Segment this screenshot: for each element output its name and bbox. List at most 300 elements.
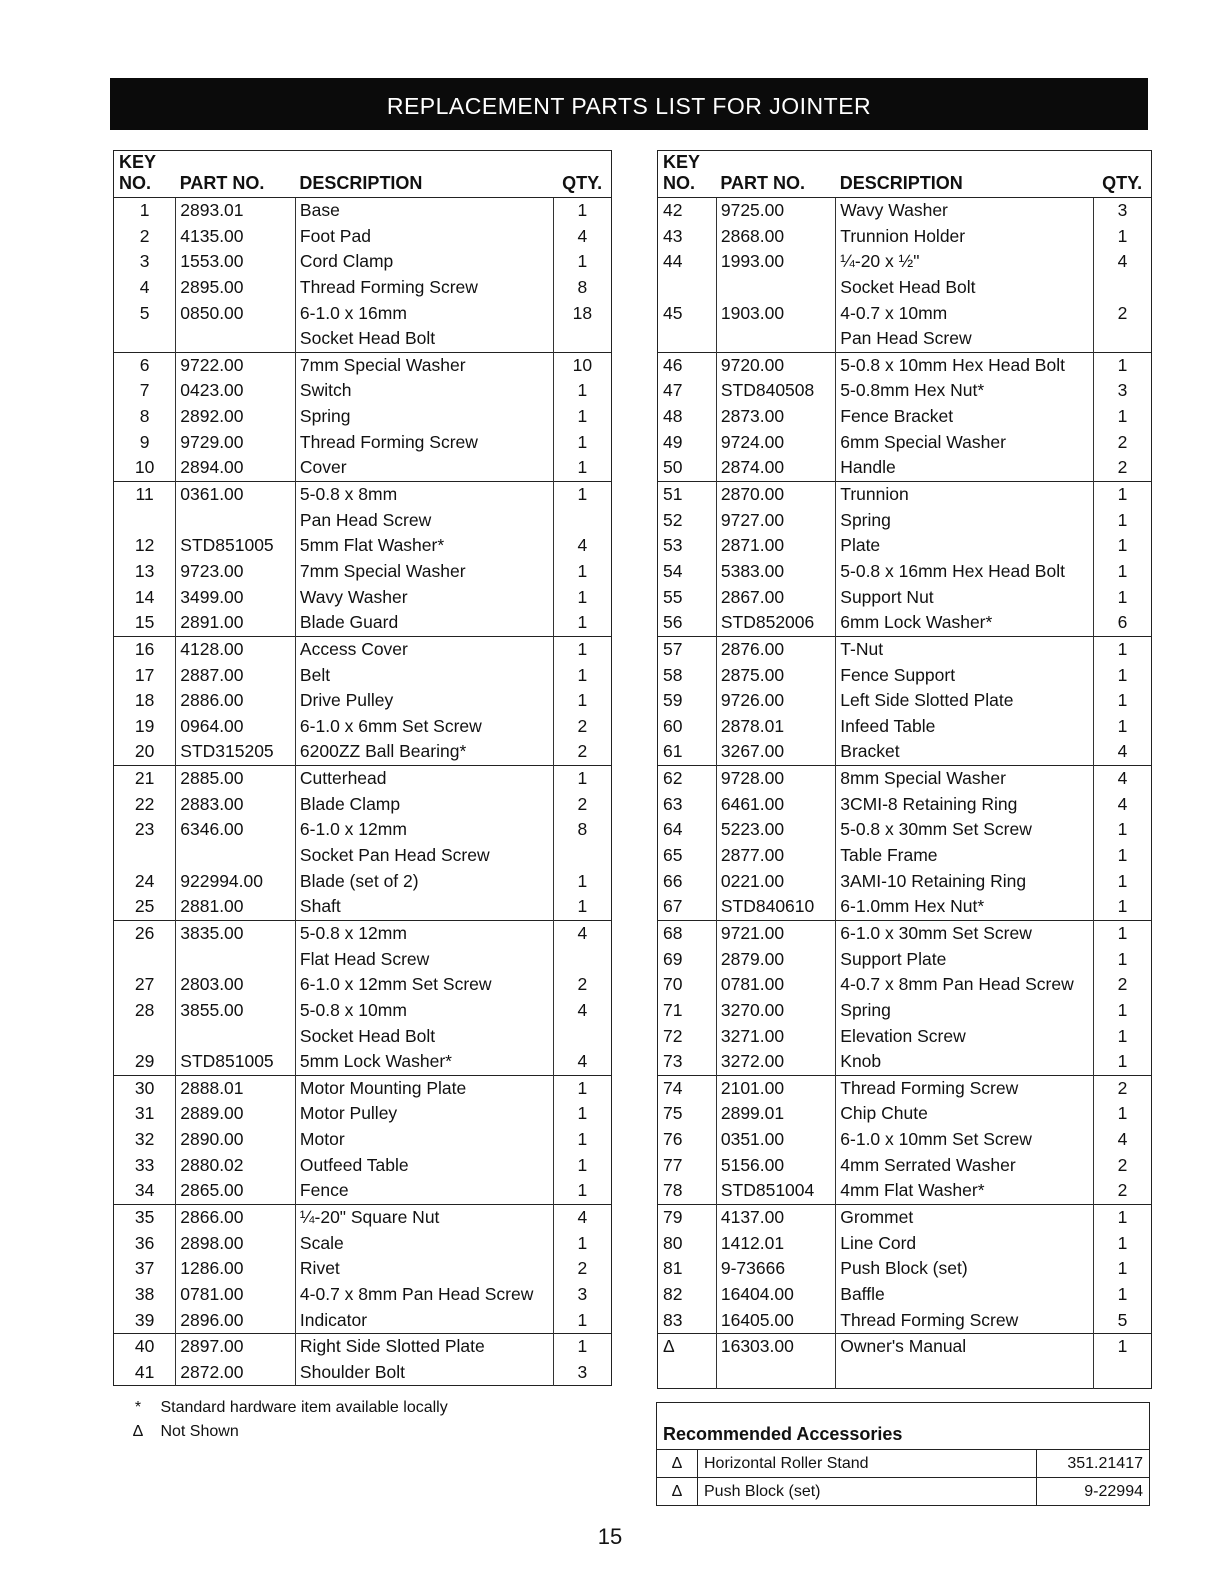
key-number: 74 [658,1075,717,1101]
part-row [658,1049,1152,1075]
part-row [114,688,612,714]
part-row [114,559,612,585]
part-description: 6200ZZ Ball Bearing* [295,739,553,765]
part-description: Thread Forming Screw [836,1308,1094,1334]
key-number: 20 [134,741,155,762]
accessory-row [657,1478,1150,1506]
part-row [114,198,612,224]
part-quantity: 4 [553,1204,611,1230]
col-part-no: PART NO. [716,171,835,198]
part-number: STD852006 [716,610,835,636]
part-row [114,455,612,481]
part-number: 2885.00 [176,766,296,792]
key-number: 65 [663,845,683,866]
key-number [114,843,176,869]
part-quantity: 2 [553,1256,611,1282]
col-key: NO. [114,171,176,198]
part-number: 9720.00 [716,352,835,378]
part-row [114,1256,612,1282]
key-number: 34 [134,1180,155,1201]
part-quantity: 1 [1093,352,1151,378]
part-description: Shaft [295,894,553,920]
part-quantity: 2 [1093,430,1151,456]
part-row [658,998,1152,1024]
part-row [114,766,612,792]
part-number: 3272.00 [716,1049,835,1075]
part-description: 5-0.8 x 10mm Hex Head Bolt [836,352,1094,378]
part-row [114,585,612,611]
part-description: Switch [295,378,553,404]
part-quantity: 1 [553,404,611,430]
key-number: 81 [663,1258,683,1279]
part-number: 2889.00 [176,1101,296,1127]
part-number: 16303.00 [716,1334,835,1360]
part-description: Motor [295,1127,553,1153]
part-quantity: 1 [553,1334,611,1360]
col-key-top: KEY [663,152,701,172]
key-number: 1 [139,200,150,220]
part-description: Baffle [836,1282,1094,1308]
part-number: 0850.00 [176,301,296,327]
part-quantity: 1 [1093,559,1151,585]
part-quantity: 2 [1093,1153,1151,1179]
part-quantity: 1 [1093,404,1151,430]
part-quantity: 8 [553,275,611,301]
key-number: 51 [658,482,717,508]
asterisk-symbol: * [134,1399,142,1416]
delta-symbol: Δ [657,1450,698,1478]
part-row [658,739,1152,765]
part-quantity: 1 [1093,1334,1151,1360]
delta-symbol: Δ [657,1478,698,1506]
part-description: Elevation Screw [836,1024,1094,1050]
part-quantity: 1 [553,1075,611,1101]
part-quantity: 1 [553,378,611,404]
part-number: 1993.00 [716,249,835,275]
part-quantity [553,508,611,534]
key-number: 36 [134,1232,155,1253]
part-number: 2895.00 [176,275,296,301]
part-row [114,1360,612,1386]
key-number: 16 [114,636,176,662]
part-quantity: 2 [1093,455,1151,481]
part-row [658,920,1152,946]
part-quantity [553,947,611,973]
part-row [114,508,612,534]
part-quantity: 1 [553,585,611,611]
part-row [658,430,1152,456]
key-number: 3 [139,251,150,272]
part-number: 2888.01 [176,1075,296,1101]
part-number [176,843,296,869]
key-number: 57 [658,636,717,662]
part-number: 2898.00 [176,1231,296,1257]
part-number: 4137.00 [716,1204,835,1230]
part-number: 2868.00 [716,224,835,250]
part-row [114,326,612,352]
part-number: 3855.00 [176,998,296,1024]
part-row [114,224,612,250]
key-number: 13 [134,560,155,581]
part-row [114,275,612,301]
part-quantity: 1 [553,455,611,481]
accessory-row [657,1450,1150,1478]
part-description: 8mm Special Washer [836,766,1094,792]
key-number: 37 [134,1258,155,1279]
delta-symbol: Δ [132,1423,144,1440]
key-number: 43 [663,225,683,246]
part-number: 4135.00 [176,224,296,250]
key-number [658,275,717,301]
part-description: 4-0.7 x 8mm Pan Head Screw [295,1282,553,1308]
part-description: Access Cover [295,636,553,662]
part-quantity: 10 [553,352,611,378]
part-description: 5-0.8 x 30mm Set Screw [836,817,1094,843]
part-number: 9728.00 [716,766,835,792]
part-row [658,1024,1152,1050]
part-quantity: 1 [1093,1049,1151,1075]
part-quantity: 3 [1093,198,1151,224]
part-row [658,1075,1152,1101]
part-row [658,275,1152,301]
col-qty: QTY. [553,171,611,198]
part-number: 2878.01 [716,714,835,740]
part-quantity: 2 [553,792,611,818]
part-row [114,1204,612,1230]
part-description: Cord Clamp [295,249,553,275]
key-number [114,1024,176,1050]
accessory-name: Horizontal Roller Stand [698,1450,1037,1478]
parts-table-left [113,150,612,1386]
part-row [114,843,612,869]
part-quantity: 1 [1093,482,1151,508]
part-description: 5-0.8 x 10mm [295,998,553,1024]
part-description: Push Block (set) [836,1256,1094,1282]
part-description: Right Side Slotted Plate [295,1334,553,1360]
part-quantity: 1 [1093,1231,1151,1257]
key-number: 79 [658,1204,717,1230]
part-description: 7mm Special Washer [295,559,553,585]
part-quantity: 8 [553,817,611,843]
key-number: 73 [663,1051,683,1072]
part-description: 4mm Flat Washer* [836,1178,1094,1204]
key-number: 76 [663,1129,683,1150]
part-number: 1903.00 [716,301,835,327]
part-number: 9727.00 [716,508,835,534]
part-quantity: 3 [553,1360,611,1386]
part-description: Cover [295,455,553,481]
part-description: Outfeed Table [295,1153,553,1179]
page-title: REPLACEMENT PARTS LIST FOR JOINTER [110,78,1148,130]
key-number: 14 [134,586,155,607]
part-quantity: 1 [553,894,611,920]
part-number: 2880.02 [176,1153,296,1179]
part-quantity: 1 [1093,714,1151,740]
key-number: 63 [663,793,683,814]
part-quantity [553,1024,611,1050]
part-number [716,326,835,352]
key-number [114,508,176,534]
key-number: 28 [134,999,155,1020]
part-row [658,947,1152,973]
part-description: Motor Mounting Plate [295,1075,553,1101]
part-quantity: 1 [553,636,611,662]
part-number [176,508,296,534]
part-number: 2893.01 [176,198,296,224]
part-description: Scale [295,1231,553,1257]
part-number: 2883.00 [176,792,296,818]
part-quantity: 1 [553,249,611,275]
part-number: 0964.00 [176,714,296,740]
part-quantity [1093,326,1151,352]
part-description: 6-1.0mm Hex Nut* [836,894,1094,920]
part-row [114,739,612,765]
part-number: 0781.00 [716,972,835,998]
part-number: 1286.00 [176,1256,296,1282]
part-quantity [553,326,611,352]
part-number: 4128.00 [176,636,296,662]
key-number: 52 [663,509,683,530]
part-number [176,326,296,352]
part-row [658,1308,1152,1334]
part-description: 5-0.8 x 8mm [295,482,553,508]
key-number: 29 [134,1051,155,1072]
part-description: 5mm Lock Washer* [295,1049,553,1075]
key-number: 10 [134,457,155,478]
part-quantity: 1 [1093,533,1151,559]
part-quantity: 1 [1093,998,1151,1024]
part-quantity: 4 [1093,1127,1151,1153]
key-number: 12 [134,535,155,556]
part-description: Socket Head Bolt [295,326,553,352]
part-quantity: 1 [553,1231,611,1257]
part-number: 0361.00 [176,482,296,508]
part-quantity: 5 [1093,1308,1151,1334]
part-description: ¼-20" Square Nut [295,1204,553,1230]
part-row [114,1049,612,1075]
key-number: 66 [663,870,683,891]
part-description: Fence Bracket [836,404,1094,430]
part-number: STD851004 [716,1178,835,1204]
key-number: 9 [139,431,150,452]
part-description: Blade Clamp [295,792,553,818]
part-description: 6-1.0 x 10mm Set Screw [836,1127,1094,1153]
key-number: 70 [663,974,683,995]
part-description: Thread Forming Screw [295,430,553,456]
part-row [658,378,1152,404]
part-row [114,1153,612,1179]
part-row [114,301,612,327]
col-qty: QTY. [1093,171,1151,198]
part-number: 9-73666 [716,1256,835,1282]
part-row [658,559,1152,585]
part-description: Handle [836,455,1094,481]
part-quantity: 6 [1093,610,1151,636]
part-number: 2874.00 [716,455,835,481]
part-description: Foot Pad [295,224,553,250]
part-number: 5223.00 [716,817,835,843]
part-description: 6-1.0 x 6mm Set Screw [295,714,553,740]
part-description: Belt [295,663,553,689]
part-row [658,1334,1152,1360]
part-quantity: 3 [553,1282,611,1308]
part-row [658,843,1152,869]
part-row [658,533,1152,559]
part-description: Drive Pulley [295,688,553,714]
part-row [114,1231,612,1257]
part-description: Socket Head Bolt [836,275,1094,301]
part-number: 9725.00 [716,198,835,224]
part-number: 0423.00 [176,378,296,404]
key-number: 68 [658,920,717,946]
part-row [658,894,1152,920]
part-number: 2897.00 [176,1334,296,1360]
part-number: 3835.00 [176,920,296,946]
key-number: 11 [114,482,176,508]
part-number: 0221.00 [716,869,835,895]
part-description: Spring [295,404,553,430]
part-description: Pan Head Screw [295,508,553,534]
part-number: 2876.00 [716,636,835,662]
part-description: Support Nut [836,585,1094,611]
part-row [114,636,612,662]
accessory-number: 9-22994 [1037,1478,1150,1506]
part-row [658,817,1152,843]
part-description: Line Cord [836,1231,1094,1257]
part-number: 2881.00 [176,894,296,920]
key-number: Δ [658,1334,717,1360]
part-description: Shoulder Bolt [295,1360,553,1386]
key-number: 40 [114,1334,176,1360]
key-number: 49 [663,431,683,452]
part-number: 2872.00 [176,1360,296,1386]
part-row [658,508,1152,534]
part-row [114,610,612,636]
key-number: 77 [663,1154,683,1175]
part-number: 2870.00 [716,482,835,508]
key-number: 32 [134,1129,155,1150]
key-number: 47 [663,380,683,401]
recommended-accessories-table [656,1402,1150,1506]
part-number: STD840610 [716,894,835,920]
footnote-text: Not Shown [160,1423,239,1440]
key-number: 46 [658,352,717,378]
part-quantity: 1 [1093,1101,1151,1127]
part-quantity: 1 [1093,869,1151,895]
key-number [114,326,176,352]
parts-rows-right [658,198,1152,1389]
part-quantity: 1 [1093,843,1151,869]
key-number: 83 [663,1309,683,1330]
part-number: 3271.00 [716,1024,835,1050]
part-number: 2879.00 [716,947,835,973]
part-description: 4-0.7 x 10mm [836,301,1094,327]
part-description: 3CMI-8 Retaining Ring [836,792,1094,818]
key-number: 5 [139,302,150,323]
part-description: Thread Forming Screw [295,275,553,301]
footnotes [120,1396,448,1444]
part-description: Spring [836,508,1094,534]
part-number: 5383.00 [716,559,835,585]
part-number: 2101.00 [716,1075,835,1101]
part-quantity: 1 [1093,508,1151,534]
part-row [658,482,1152,508]
part-row [658,352,1152,378]
part-row [114,947,612,973]
part-number: 5156.00 [716,1153,835,1179]
part-row [114,1308,612,1334]
part-row [658,1204,1152,1230]
part-quantity: 1 [1093,224,1151,250]
key-number: 24 [134,870,155,891]
key-number: 30 [114,1075,176,1101]
part-description: Fence [295,1178,553,1204]
part-quantity: 4 [553,224,611,250]
part-description: Fence Support [836,663,1094,689]
part-description: T-Nut [836,636,1094,662]
part-description: Table Frame [836,843,1094,869]
part-number: 2866.00 [176,1204,296,1230]
key-number: 75 [663,1103,683,1124]
part-row [658,610,1152,636]
part-number: 2891.00 [176,610,296,636]
part-quantity: 1 [553,1101,611,1127]
part-row [114,663,612,689]
key-number: 25 [134,896,155,917]
part-description: 3AMI-10 Retaining Ring [836,869,1094,895]
key-number: 72 [663,1025,683,1046]
part-description: Support Plate [836,947,1094,973]
part-number: 9723.00 [176,559,296,585]
part-number: 2871.00 [716,533,835,559]
part-number: 922994.00 [176,869,296,895]
part-row [658,636,1152,662]
part-number: 9724.00 [716,430,835,456]
parts-rows-left [114,198,612,1386]
key-number: 64 [663,819,683,840]
footnote-standard-hardware [120,1396,448,1420]
key-number: 59 [663,690,683,711]
part-number: 16405.00 [716,1308,835,1334]
part-description: Plate [836,533,1094,559]
key-number: 58 [663,664,683,685]
part-description: 6mm Lock Washer* [836,610,1094,636]
key-number: 4 [139,276,150,297]
part-row [658,972,1152,998]
part-description: 5-0.8mm Hex Nut* [836,378,1094,404]
part-quantity: 4 [1093,766,1151,792]
part-number: 16404.00 [716,1282,835,1308]
part-description: 4-0.7 x 8mm Pan Head Screw [836,972,1094,998]
part-quantity: 1 [553,869,611,895]
part-quantity: 1 [553,1178,611,1204]
part-description: 5-0.8 x 12mm [295,920,553,946]
part-row [114,817,612,843]
part-number: 2896.00 [176,1308,296,1334]
part-row [114,378,612,404]
part-row [114,869,612,895]
part-row [658,585,1152,611]
part-number: STD851005 [176,533,296,559]
key-number: 50 [663,457,683,478]
part-number: 6461.00 [716,792,835,818]
part-number: 0781.00 [176,1282,296,1308]
key-number: 60 [663,715,683,736]
part-description: Rivet [295,1256,553,1282]
part-row [114,1075,612,1101]
part-row [114,972,612,998]
part-row [658,714,1152,740]
